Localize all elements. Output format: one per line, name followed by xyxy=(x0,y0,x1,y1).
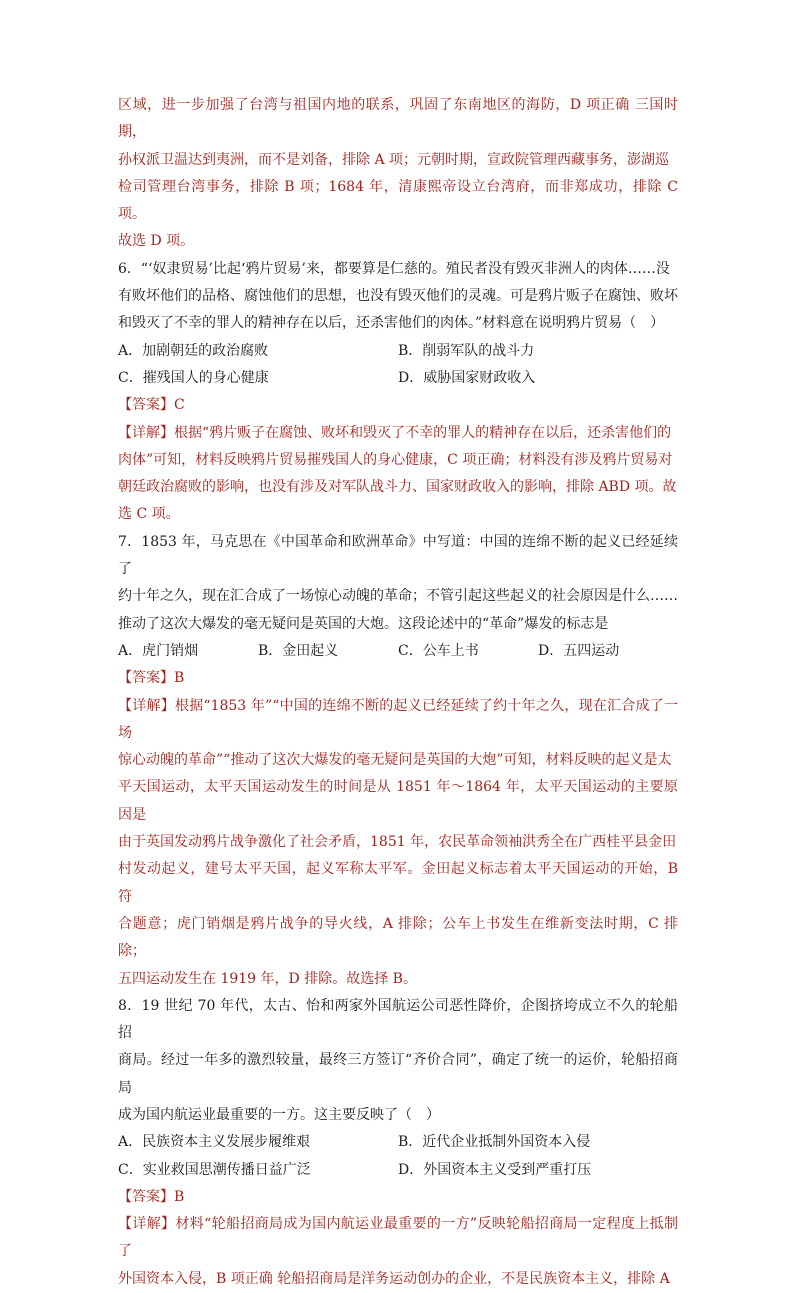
option-item: D．威胁国家财政收入 xyxy=(398,369,536,386)
option-row xyxy=(118,638,678,665)
answer-text-line: 故选 D 项。 xyxy=(118,233,195,250)
option-item: B．削弱军队的战斗力 xyxy=(398,342,535,359)
answer-text-line: 选 C 项。 xyxy=(118,506,180,523)
answer-text-line: 【答案】B xyxy=(118,1188,185,1205)
answer-text-line: 惊心动魄的革命”“推动了这次大爆发的毫无疑问是英国的大炮”可知，材料反映的起义是太 xyxy=(118,752,672,769)
question-text-line: 成为国内航运业最重要的一方。这主要反映了（ ） xyxy=(118,1106,440,1123)
answer-text-line: 孙权派卫温达到夷洲，而不是刘备，排除 A 项；元朝时期，宣政院管理西藏事务，澎湖巡 xyxy=(118,151,670,168)
question-text-line: 推动了这次大爆发的毫无疑问是英国的大炮。这段论述中的“革命”爆发的标志是 xyxy=(118,615,609,632)
option-item: B．近代企业抵制外国资本入侵 xyxy=(398,1134,591,1151)
question-text-line: 和毁灭了不幸的罪人的精神存在以后，还杀害他们的肉体。”材料意在说明鸦片贸易（ ） xyxy=(118,315,665,332)
answer-text-line: 合题意；虎门销烟是鸦片战争的导火线，A 排除；公车上书发生在维新变法时期，C 排除； xyxy=(118,915,678,960)
option-item: B．金田起义 xyxy=(258,642,339,659)
option-item: A．虎门销烟 xyxy=(118,642,199,659)
option-row xyxy=(118,1157,678,1184)
answer-text-line: 村发动起义，建号太平天国，起义军称太平军。金田起义标志着太平天国运动的开始，B 符 xyxy=(118,861,678,905)
answer-text-line: 【详解】根据“1853 年”“中国的连绵不断的起义已经延续了约十年之久，现在汇合成了一场 xyxy=(118,697,678,741)
document-page xyxy=(118,92,678,1293)
option-item: D．外国资本主义受到严重打压 xyxy=(398,1161,592,1178)
answer-text-line: 外国资本入侵，B 项正确 轮船招商局是洋务运动创办的企业，不是民族资本主义，排除 A xyxy=(118,1270,670,1287)
answer-text-line: 朝廷政治腐败的影响，也没有涉及对军队战斗力、国家财政收入的影响，排除 ABD 项。故 xyxy=(118,479,677,496)
answer-text-line: 平天国运动，太平天国运动发生的时间是从 1851 年～1864 年，太平天国运动的主要原因是 xyxy=(118,779,678,823)
question-text-line: 8．19 世纪 70 年代，太古、怡和两家外国航运公司恶性降价，企图挤垮成立不久的轮船招 xyxy=(118,997,678,1042)
answer-text-line: 肉体”可知，材料反映鸦片贸易摧残国人的身心健康，C 项正确；材料没有涉及鸦片贸易对 xyxy=(118,451,673,468)
answer-text-line: 检司管理台湾事务，排除 B 项；1684 年，清康熙帝设立台湾府，而非郑成功，排除 C 项。 xyxy=(118,178,678,223)
option-item: D．五四运动 xyxy=(538,642,620,659)
question-text-line: 7．1853 年，马克思在《中国革命和欧洲革命》中写道：中国的连绵不断的起义已经延续了 xyxy=(118,533,678,578)
option-item: C．摧残国人的身心健康 xyxy=(118,369,269,386)
answer-text-line: 由于英国发动鸦片战争激化了社会矛盾，1851 年，农民革命领袖洪秀全在广西桂平县金田 xyxy=(118,834,677,851)
question-text-line: 商局。经过一年多的激烈较量，最终三方签订“齐价合同”，确定了统一的运价，轮船招商局 xyxy=(118,1052,678,1096)
answer-text-line: 五四运动发生在 1919 年，D 排除。故选择 B。 xyxy=(118,970,417,987)
option-row xyxy=(118,1129,678,1156)
answer-text-line: 【答案】C xyxy=(118,397,185,414)
option-item: A．加剧朝廷的政治腐败 xyxy=(118,342,269,359)
option-item: A．民族资本主义发展步履维艰 xyxy=(118,1134,311,1151)
question-text-line: 有败坏他们的品格、腐蚀他们的思想，也没有毁灭他们的灵魂。可是鸦片贩子在腐蚀、败坏 xyxy=(118,288,678,305)
option-row xyxy=(118,365,678,392)
answer-text-line: 【详解】根据“鸦片贩子在腐蚀、败坏和毁灭了不幸的罪人的精神存在以后，还杀害他们的 xyxy=(118,424,672,441)
answer-text-line: 【详解】材料“轮船招商局成为国内航运业最重要的一方”反映轮船招商局一定程度上抵制了 xyxy=(118,1216,678,1260)
option-item: C．公车上书 xyxy=(398,642,479,659)
question-text-line: 6．“‘奴隶贸易’比起‘鸦片贸易’来，都要算是仁慈的。殖民者没有毁灭非洲人的肉体……没 xyxy=(118,260,670,277)
answer-text-line: 【答案】B xyxy=(118,670,185,687)
option-item: C．实业救国思潮传播日益广泛 xyxy=(118,1161,311,1178)
question-text-line: 约十年之久，现在汇合成了一场惊心动魄的革命；不管引起这些起义的社会原因是什么…… xyxy=(118,588,678,605)
answer-text-line: 区域，进一步加强了台湾与祖国内地的联系，巩固了东南地区的海防，D 项正确 三国时期， xyxy=(118,97,678,141)
option-row xyxy=(118,338,678,365)
